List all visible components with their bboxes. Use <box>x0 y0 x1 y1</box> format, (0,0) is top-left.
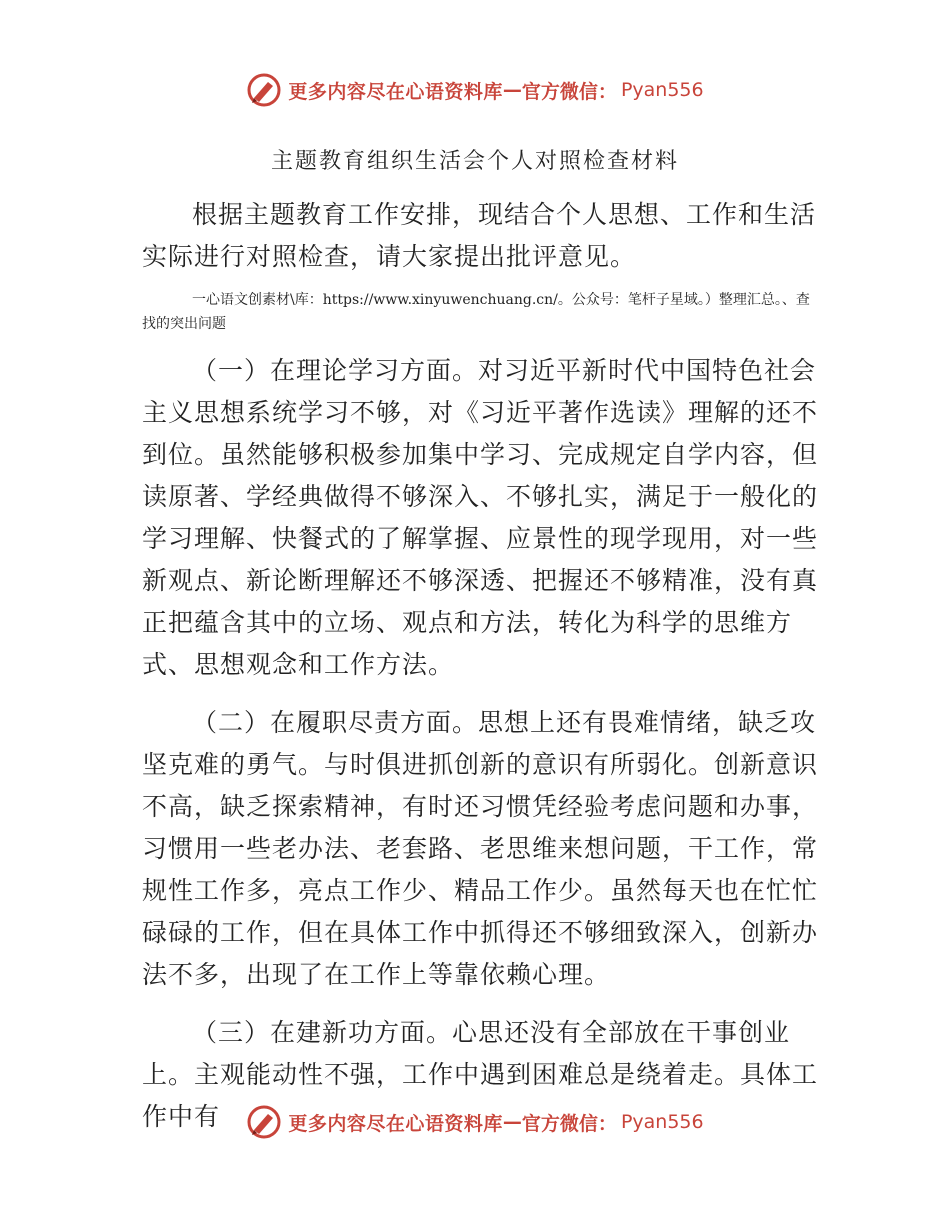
section-3-paragraph: （三）在建新功方面。心思还没有全部放在干事创业上。主观能动性不强，工作中遇到困难总是绕着走。具体工作中有 <box>142 1018 819 1131</box>
pen-logo-icon <box>246 72 282 108</box>
footer-banner <box>0 1104 950 1140</box>
page-title: 主题教育组织生活会个人对照检查材料 <box>270 149 679 174</box>
intro-paragraph: 根据主题教育工作安排，现结合个人思想、工作和生活实际进行对照检查，请大家提出批评意见。 <box>142 200 817 271</box>
banner-dash: — <box>502 79 522 101</box>
banner-wechat-label: 官方微信： <box>521 1112 617 1135</box>
banner-text: 更多内容尽在心语资料库 <box>288 1112 503 1135</box>
source-note: 一心语文创素材\库：https://www.xinyuwenchuang.cn/。公众号：笔杆子星域。）整理汇总。、查找的突出问题 <box>142 292 810 332</box>
section-1-paragraph: （一）在理论学习方面。对习近平新时代中国特色社会主义思想系统学习不够，对《习近平著作选读》理解的还不到位。虽然能够积极参加集中学习、完成规定自学内容，但读原著、学经典做得不够深入、不够扎实，满足于一般化的学习理解、快餐式的了解掌握、应景性的现学现用，对一些新观点、新论断理解还不够深透、把握还不够精准，没有真正把蕴含其中的立场、观点和方法，转化为科学的思维方式、思想观念和工作方法。 <box>142 356 819 679</box>
banner-wechat-id: Pyan556 <box>620 79 704 101</box>
banner-dash: — <box>502 1111 522 1133</box>
banner-text: 更多内容尽在心语资料库 <box>288 80 503 103</box>
header-banner <box>0 72 950 108</box>
banner-wechat-label: 官方微信： <box>521 80 617 103</box>
banner-wechat-id: Pyan556 <box>620 1111 704 1133</box>
section-2-paragraph: （二）在履职尽责方面。思想上还有畏难情绪，缺乏攻坚克难的勇气。与时俱进抓创新的意识有所弱化。创新意识不高，缺乏探索精神，有时还习惯凭经验考虑问题和办事，习惯用一些老办法、老套路、老思维来想问题，干工作，常规性工作多，亮点工作少、精品工作少。虽然每天也在忙忙碌碌的工作，但在具体工作中抓得还不够细致深入，创新办法不多，出现了在工作上等靠依赖心理。 <box>142 708 819 989</box>
pen-logo-icon <box>246 1104 282 1140</box>
